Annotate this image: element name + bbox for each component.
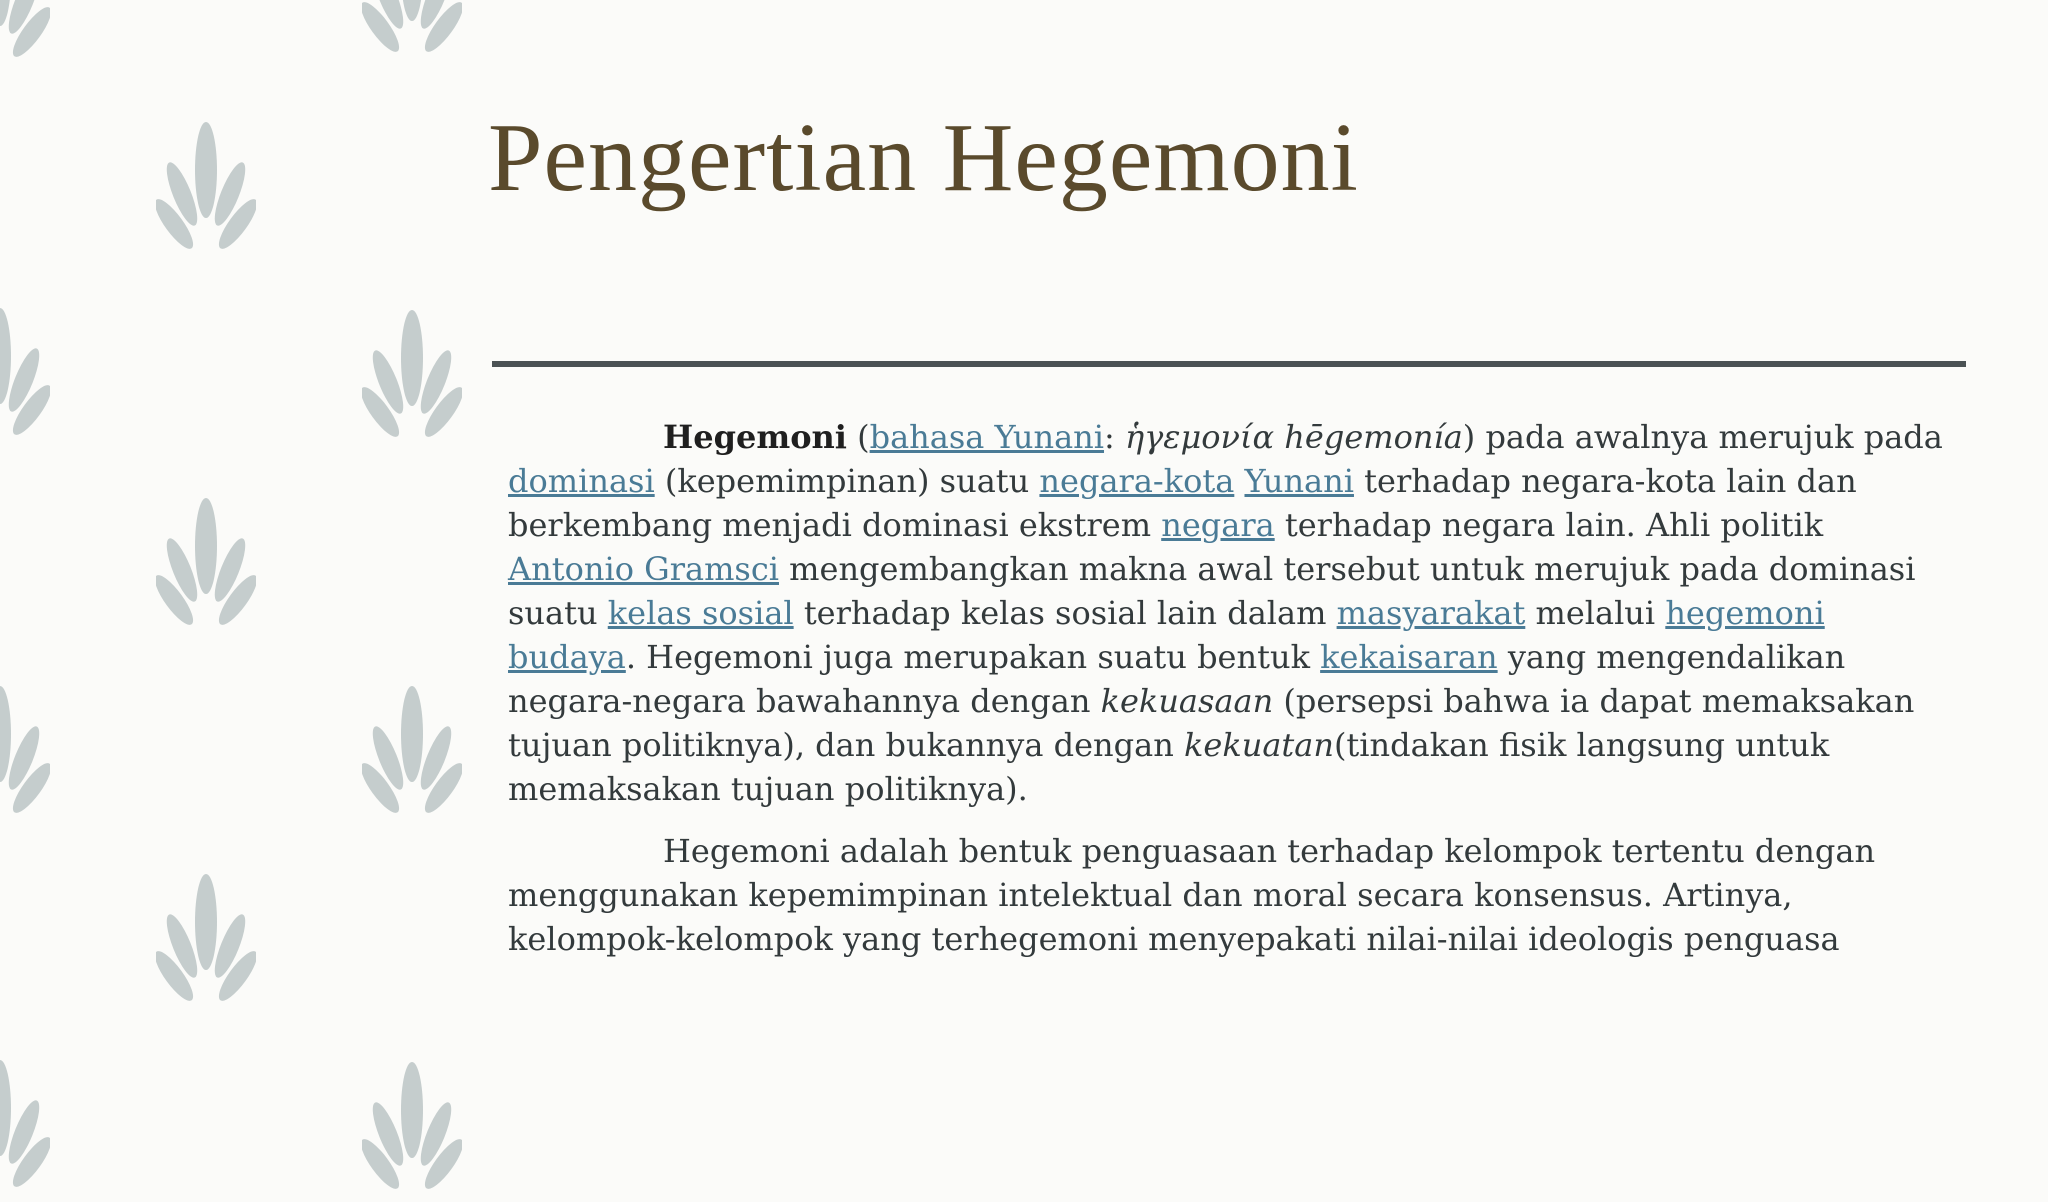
leaf-sprig-icon <box>362 676 462 826</box>
link-antonio-gramsci[interactable]: Antonio Gramsci <box>508 550 779 588</box>
link-kekaisaran[interactable]: kekaisaran <box>1320 638 1498 676</box>
leaf-sprig-icon <box>156 112 256 262</box>
link-negara[interactable]: negara <box>1161 506 1275 544</box>
link-hegemoni-budaya[interactable]: hegemoni budaya <box>508 594 1825 676</box>
link-kelas-sosial[interactable]: kelas sosial <box>607 594 794 632</box>
link-dominasi[interactable]: dominasi <box>508 462 655 500</box>
leaf-sprig-icon <box>362 0 462 65</box>
link-negara-kota[interactable]: negara-kota <box>1039 462 1235 500</box>
term-hegemoni: Hegemoni <box>663 418 847 456</box>
greek-term: ἡγεμονία hēgemonía <box>1124 418 1463 456</box>
leaf-sprig-icon <box>362 300 462 450</box>
link-masyarakat[interactable]: masyarakat <box>1336 594 1526 632</box>
paragraph-definition: Hegemoni (bahasa Yunani: ἡγεμονία hēgemonía) pada awalnya merujuk pada dominasi (kepemimpinan) suatu negara-kota Yunani terhadap negara-kota lain dan berkembang menjadi dominasi ekstrem negara terhadap negara lain. Ahli politik Antonio Gramsci mengembangkan makna awal tersebut untuk merujuk pada dominasi suatu kelas sosial terhadap kelas sosial lain dalam masyarakat melalui hegemoni budaya. Hegemoni juga merupakan suatu bentuk kekaisaran yang mengendalikan negara-negara bawahannya dengan kekuasaan (persepsi bahwa ia dapat memaksakan tujuan politiknya), dan bukannya dengan kekuatan(tindakan fisik langsung untuk memaksakan tujuan politiknya). <box>508 418 1943 808</box>
leaf-sprig-icon <box>156 864 256 1014</box>
leaf-sprig-icon <box>0 676 50 826</box>
leaf-sprig-icon <box>0 0 50 70</box>
slide-body <box>508 415 1948 979</box>
emphasis-kekuasaan: kekuasaan <box>1100 682 1274 720</box>
link-yunani[interactable]: Yunani <box>1244 462 1354 500</box>
paragraph-explanation: Hegemoni adalah bentuk penguasaan terhadap kelompok tertentu dengan menggunakan kepemimpinan intelektual dan moral secara konsensus. Artinya, kelompok-kelompok yang terhegemoni menyepakati nilai-nilai ideologis penguasa <box>508 832 1876 958</box>
emphasis-kekuatan: kekuatan <box>1183 726 1334 764</box>
title-divider <box>492 361 1966 367</box>
link-bahasa-yunani[interactable]: bahasa Yunani <box>869 418 1105 456</box>
leaf-sprig-icon <box>0 1050 50 1200</box>
leaf-sprig-icon <box>362 1052 462 1202</box>
slide-title: Pengertian Hegemoni <box>488 104 1359 212</box>
leaf-sprig-icon <box>0 298 50 448</box>
leaf-sprig-icon <box>156 488 256 638</box>
